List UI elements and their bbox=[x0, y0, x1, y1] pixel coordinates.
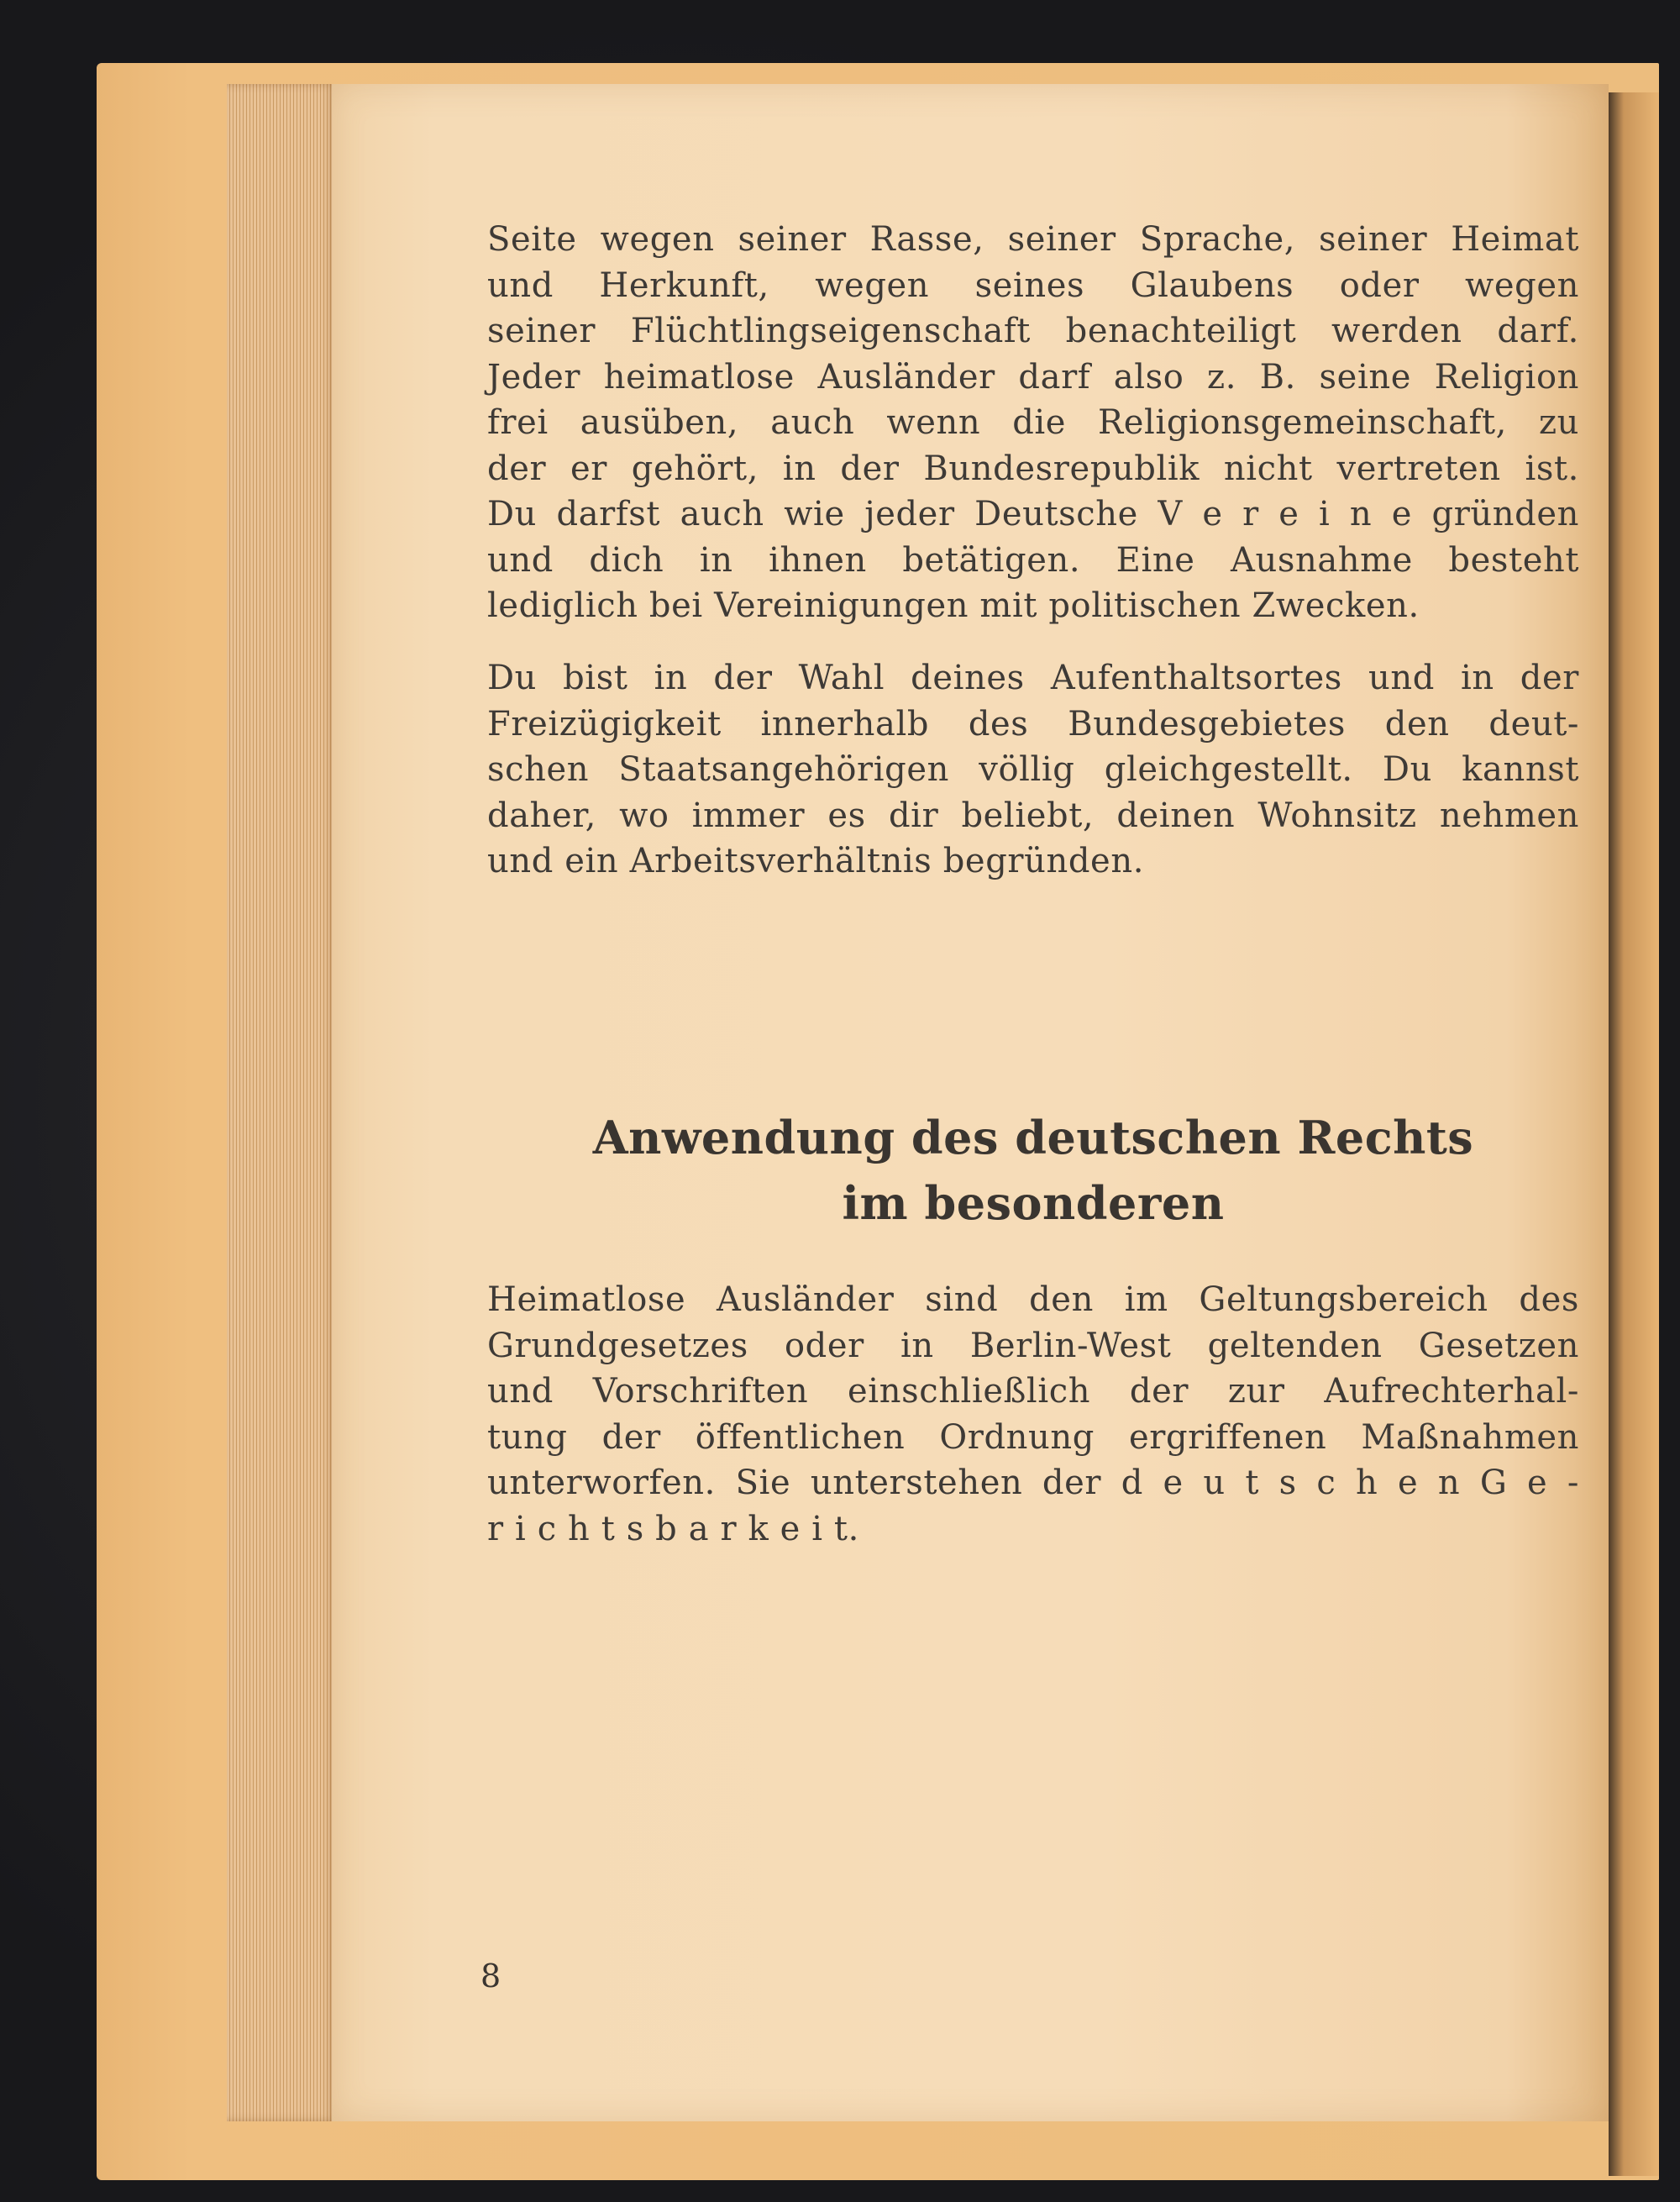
section-heading bbox=[588, 1105, 1478, 1236]
paragraph-line: lediglich bei Vereinigungen mit politischen Zwecken. bbox=[487, 586, 1420, 625]
paragraph-line: Grundgesetzes oder in Berlin-West geltenden Gesetzen bbox=[487, 1326, 1579, 1365]
book-spine-edge bbox=[1609, 92, 1659, 2176]
page-number: 8 bbox=[480, 1958, 501, 1994]
paragraph-line: seiner Flüchtlingseigenschaft benachteiligt werden darf. bbox=[487, 312, 1579, 350]
paragraph-line: daher, wo immer es dir beliebt, deinen Wohnsitz nehmen bbox=[487, 796, 1579, 835]
section-heading-line-2: im besonderen bbox=[842, 1176, 1225, 1230]
paragraph-line: und Herkunft, wegen seines Glaubens oder wegen bbox=[487, 265, 1579, 305]
paragraph-line: Du darfst auch wie jeder Deutsche V e r e i n e gründen bbox=[487, 495, 1579, 533]
paragraph-line: schen Staatsangehörigen völlig gleichgestellt. Du kannst bbox=[487, 750, 1579, 789]
paragraph-line: und dich in ihnen betätigen. Eine Ausnahme besteht bbox=[487, 540, 1579, 580]
paragraph-line: Jeder heimatlose Ausländer darf also z. B. seine Religion bbox=[487, 357, 1579, 397]
paragraph-line: Heimatlose Ausländer sind den im Geltungsbereich des bbox=[487, 1280, 1579, 1319]
paragraph-line: Freizügigkeit innerhalb des Bundesgebietes den deut- bbox=[487, 704, 1579, 744]
section-heading-line-1: Anwendung des deutschen Rechts bbox=[592, 1111, 1474, 1164]
paragraph-line: Du bist in der Wahl deines Aufenthaltsortes und in der bbox=[487, 659, 1579, 697]
page-edges bbox=[227, 84, 336, 2121]
paragraph-line: und Vorschriften einschließlich der zur Aufrechterhal- bbox=[487, 1372, 1579, 1411]
paragraph-line: frei ausüben, auch wenn die Religionsgemeinschaft, zu bbox=[487, 403, 1579, 442]
section-paragraph bbox=[487, 1277, 1579, 1552]
paragraph-1 bbox=[487, 217, 1579, 629]
paragraph-line: r i c h t s b a r k e i t. bbox=[487, 1509, 859, 1548]
paragraph-line: Seite wegen seiner Rasse, seiner Sprache, seiner Heimat bbox=[487, 220, 1579, 259]
paragraph-2 bbox=[487, 655, 1579, 885]
paragraph-line: und ein Arbeitsverhältnis begründen. bbox=[487, 842, 1145, 880]
paragraph-line: tung der öffentlichen Ordnung ergriffenen Maßnahmen bbox=[487, 1417, 1579, 1457]
paragraph-line: der er gehört, in der Bundesrepublik nicht vertreten ist. bbox=[487, 449, 1579, 488]
paragraph-line: unterworfen. Sie unterstehen der d e u t s c h e n G e - bbox=[487, 1464, 1579, 1502]
